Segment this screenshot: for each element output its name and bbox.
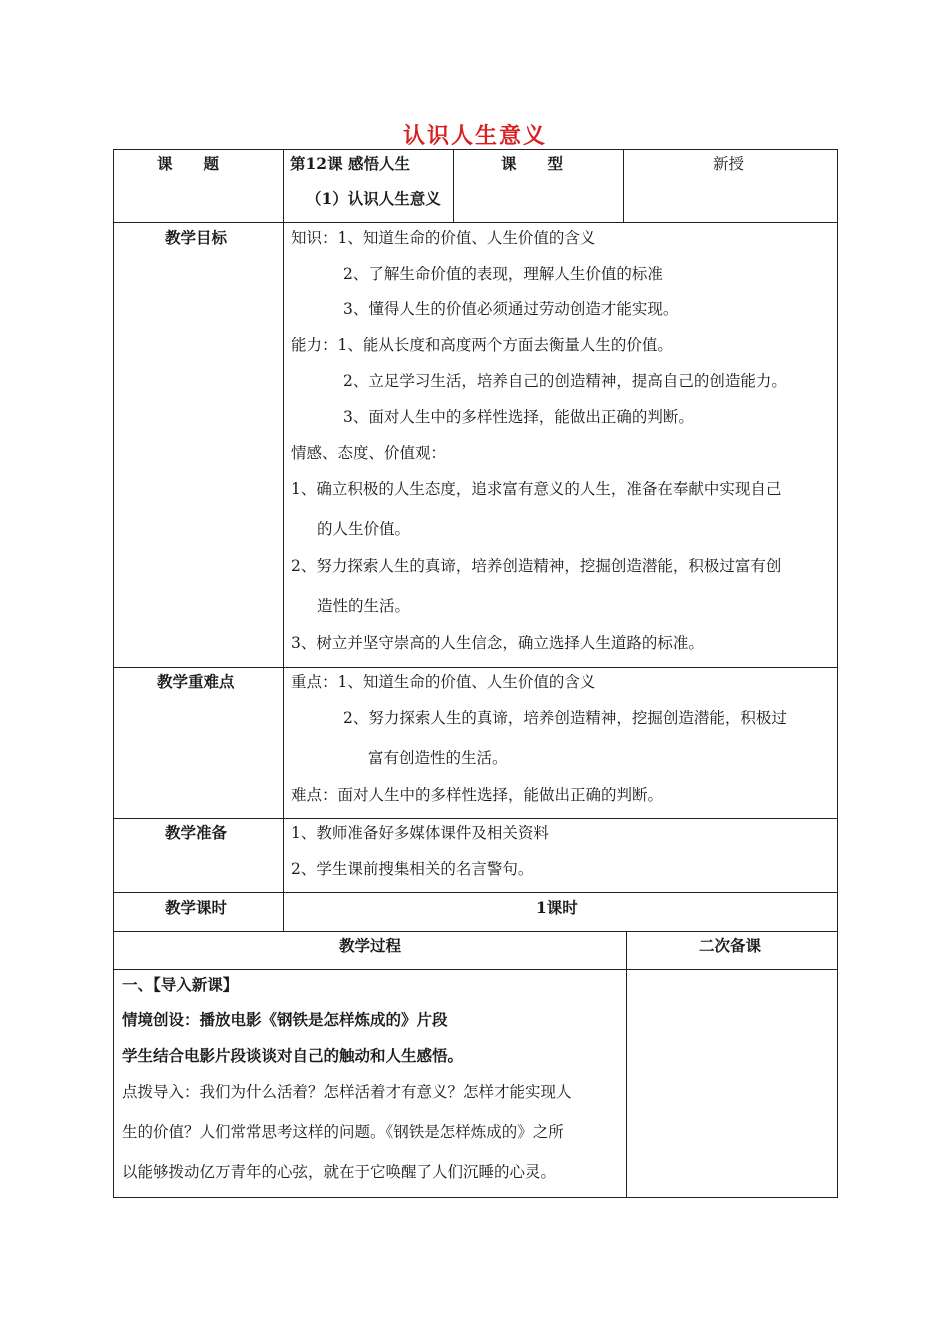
table-border-top — [113, 149, 838, 150]
row-divider — [113, 892, 838, 893]
objective-line: 3、懂得人生的价值必须通过劳动创造才能实现。 — [343, 300, 679, 318]
table-border-right — [837, 149, 838, 1198]
objective-line: 能力：1、能从长度和高度两个方面去衡量人生的价值。 — [291, 336, 673, 354]
hours-label: 教学课时 — [165, 898, 228, 917]
column-divider — [626, 931, 627, 1198]
key-point-line: 2、努力探索人生的真谛，培养创造精神，挖掘创造潜能，积极过 — [343, 709, 787, 727]
topic-label: 课 题 — [157, 154, 220, 173]
process-line: 学生结合电影片段谈谈对自己的触动和人生感悟。 — [122, 1046, 464, 1065]
objective-line: 3、树立并坚守崇高的人生信念，确立选择人生道路的标准。 — [291, 634, 704, 652]
topic-line-1: 第12课 感悟人生 — [290, 154, 410, 173]
objective-line: 2、立足学习生活，培养自己的创造精神，提高自己的创造能力。 — [343, 372, 787, 390]
objective-line: 情感、态度、价值观： — [291, 444, 447, 462]
objective-line: 造性的生活。 — [317, 597, 411, 615]
objective-line: 1、确立积极的人生态度，追求富有意义的人生，准备在奉献中实现自己 — [291, 480, 782, 498]
objective-line: 2、努力探索人生的真谛，培养创造精神，挖掘创造潜能，积极过富有创 — [291, 557, 782, 575]
hours-value: 1课时 — [536, 898, 578, 917]
process-line: 以能够拨动亿万青年的心弦，就在于它唤醒了人们沉睡的心灵。 — [122, 1163, 557, 1181]
notes-header: 二次备课 — [699, 936, 762, 955]
row-divider — [113, 931, 838, 932]
preparation-line: 1、教师准备好多媒体课件及相关资料 — [291, 824, 549, 842]
key-points-label: 教学重难点 — [157, 672, 235, 691]
column-divider — [623, 149, 624, 223]
preparation-label: 教学准备 — [165, 823, 228, 842]
row-divider — [113, 667, 838, 668]
objective-line: 3、面对人生中的多样性选择，能做出正确的判断。 — [343, 408, 694, 426]
key-point-line: 富有创造性的生活。 — [368, 749, 508, 767]
page-title: 认识人生意义 — [402, 123, 547, 149]
table-border-bottom — [113, 1197, 838, 1198]
table-border-left — [113, 149, 114, 1198]
preparation-line: 2、学生课前搜集相关的名言警句。 — [291, 860, 534, 878]
row-divider — [113, 818, 838, 819]
topic-line-2: （1）认识人生意义 — [306, 189, 441, 208]
process-line: 情境创设：播放电影《钢铁是怎样炼成的》片段 — [122, 1010, 448, 1029]
column-divider — [453, 149, 454, 223]
objective-line: 的人生价值。 — [317, 520, 411, 538]
objective-line: 2、了解生命价值的表现，理解人生价值的标准 — [343, 265, 663, 283]
row-divider — [113, 969, 838, 970]
column-divider — [283, 149, 284, 931]
process-line: 点拨导入：我们为什么活着？怎样活着才有意义？怎样才能实现人 — [122, 1083, 572, 1101]
objectives-label: 教学目标 — [165, 228, 228, 247]
type-label: 课 型 — [501, 154, 564, 173]
process-line: 生的价值？人们常常思考这样的问题。《钢铁是怎样炼成的》之所 — [122, 1123, 564, 1141]
row-divider — [113, 222, 838, 223]
type-value: 新授 — [713, 155, 745, 173]
process-line: 一、【导入新课】 — [122, 975, 239, 994]
process-header: 教学过程 — [339, 936, 402, 955]
key-point-line: 重点：1、知道生命的价值、人生价值的含义 — [291, 673, 596, 691]
key-point-line: 难点：面对人生中的多样性选择，能做出正确的判断。 — [291, 786, 664, 804]
objective-line: 知识：1、知道生命的价值、人生价值的含义 — [291, 229, 596, 247]
